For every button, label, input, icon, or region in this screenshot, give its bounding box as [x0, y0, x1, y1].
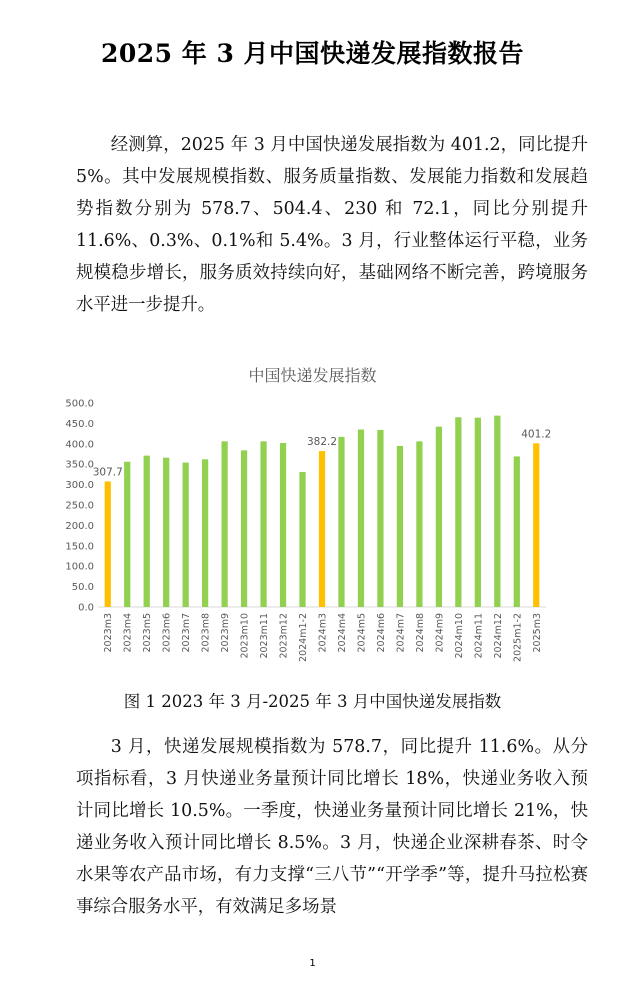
- bar-2024m11: [475, 418, 481, 607]
- y-tick-label: 50.0: [71, 582, 94, 594]
- bar-2024m4: [338, 437, 344, 607]
- bar-2023m6: [163, 458, 169, 607]
- x-tick-label: 2025m3: [531, 613, 543, 653]
- bar-2023m12: [280, 443, 286, 607]
- y-tick-label: 200.0: [65, 520, 94, 532]
- bar-2024m1-2: [299, 472, 305, 607]
- x-tick-label: 2024m8: [414, 613, 426, 653]
- x-tick-label: 2023m7: [181, 613, 193, 653]
- x-tick-label: 2023m5: [142, 613, 154, 653]
- y-tick-label: 100.0: [65, 561, 94, 573]
- data-label: 382.2: [306, 436, 338, 449]
- x-tick-label: 2024m7: [395, 613, 407, 653]
- express-index-bar-chart: [65, 390, 556, 680]
- x-tick-label: 2023m3: [103, 613, 115, 653]
- y-tick-label: 450.0: [65, 418, 94, 430]
- x-tick-label: 2023m8: [200, 613, 212, 653]
- x-tick-label: 2023m9: [220, 613, 232, 653]
- bar-2024m7: [397, 446, 403, 607]
- x-tick-label: 2023m12: [278, 613, 290, 659]
- x-tick-label: 2024m10: [453, 613, 465, 659]
- y-tick-label: 400.0: [65, 439, 94, 451]
- y-tick-label: 250.0: [65, 500, 94, 512]
- bar-2025m1-2: [514, 456, 520, 607]
- y-tick-label: 150.0: [65, 541, 94, 553]
- bar-2024m10: [455, 417, 461, 607]
- bar-2024m3: [319, 451, 325, 607]
- data-label: 401.2: [521, 428, 552, 441]
- y-tick-label: 0.0: [78, 602, 94, 614]
- bar-2024m5: [358, 430, 364, 607]
- bar-2024m9: [436, 427, 442, 607]
- page-number: 1: [309, 958, 316, 969]
- x-tick-label: 2024m11: [473, 613, 485, 659]
- bar-2023m5: [144, 456, 150, 607]
- x-tick-label: 2024m12: [492, 613, 504, 659]
- bar-2023m9: [221, 441, 227, 607]
- y-tick-label: 350.0: [65, 459, 94, 471]
- x-tick-label: 2023m10: [239, 613, 251, 659]
- paragraph-intro: [76, 129, 588, 321]
- bar-2023m11: [260, 441, 266, 607]
- bar-2024m12: [494, 416, 500, 607]
- x-tick-label: 2024m3: [317, 613, 329, 653]
- bar-2023m3: [105, 481, 111, 607]
- y-tick-label: 500.0: [65, 398, 94, 410]
- bar-2023m8: [202, 459, 208, 607]
- y-tick-label: 300.0: [65, 480, 94, 492]
- figure-caption: 图 1 2023 年 3 月-2025 年 3 月中国快递发展指数: [123, 692, 502, 711]
- paragraph-scale: [76, 731, 588, 923]
- x-tick-label: 2024m9: [434, 613, 446, 653]
- bar-2024m6: [377, 430, 383, 607]
- paragraph-intro-text: 经测算，2025 年 3 月中国快递发展指数为 401.2，同比提升 5%。其中发展规模指数、服务质量指数、发展能力指数和发展趋势指数分别为 578.7、504.4、230 和 72.1，同比分别提升 11.6%、0.3%、0.1%和 5.4%。3 月，行业整体运行平稳，业务规模稳步增长，服务质效持续向好，基础网络不断完善，跨境服务水平进一步提升。: [76, 135, 588, 315]
- paragraph-scale-text: 3 月，快递发展规模指数为 578.7，同比提升 11.6%。从分项指标看，3 月快递业务量预计同比增长 18%，快递业务收入预计同比增长 10.5%。一季度，快递业务量预计同比增长 21%，快递业务收入预计同比增长 8.5%。3 月，快递企业深耕春茶、时令水果等农产品市场，有力支撑“三八节”“开学季”等，提升马拉松赛事综合服务水平，有效满足多场景: [76, 737, 588, 917]
- chart-title: 中国快递发展指数: [248, 366, 377, 385]
- x-tick-label: 2023m11: [259, 613, 271, 659]
- x-tick-label: 2025m1-2: [512, 613, 524, 662]
- bar-2023m4: [124, 462, 130, 607]
- data-label: 307.7: [92, 466, 123, 479]
- x-tick-label: 2024m6: [375, 613, 387, 653]
- x-tick-label: 2023m6: [161, 613, 173, 653]
- document-title: 2025 年 3 月中国快递发展指数报告: [100, 39, 525, 68]
- x-tick-label: 2024m4: [336, 613, 348, 653]
- bar-2024m8: [416, 441, 422, 607]
- bar-2023m7: [183, 463, 189, 607]
- x-tick-label: 2023m4: [122, 613, 134, 653]
- x-tick-label: 2024m1-2: [298, 613, 310, 662]
- bar-2023m10: [241, 450, 247, 607]
- x-tick-label: 2024m5: [356, 613, 368, 653]
- bar-2025m3: [533, 443, 539, 607]
